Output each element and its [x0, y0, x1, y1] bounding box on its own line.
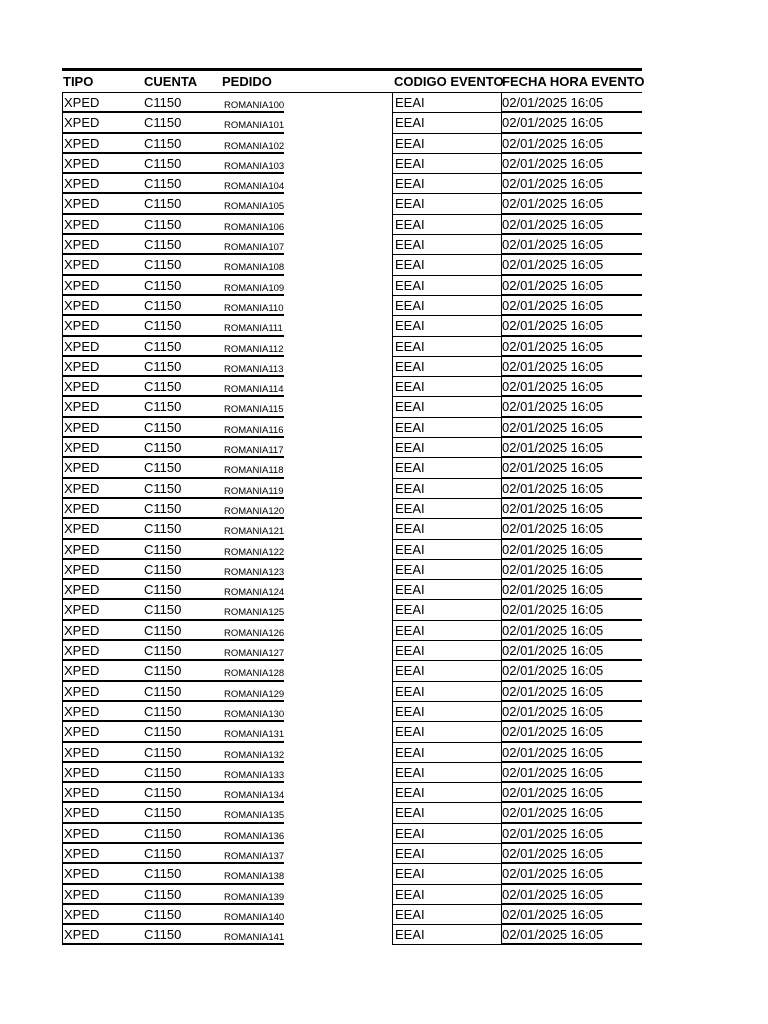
cell-tipo: XPED	[62, 296, 142, 316]
table-row	[62, 560, 642, 580]
cell-pedido: ROMANIA101	[224, 120, 285, 132]
cell-pedido: ROMANIA136	[224, 830, 285, 842]
cell-tipo: XPED	[62, 235, 142, 255]
cell-cuenta: C1150	[142, 600, 222, 620]
cell-fecha-hora-evento: 02/01/2025 16:05	[502, 600, 642, 620]
cell-cuenta: C1150	[142, 499, 222, 519]
cell-codigo-evento: EEAI	[392, 803, 502, 823]
cell-pedido: ROMANIA132	[224, 749, 285, 761]
cell-codigo-evento: EEAI	[392, 600, 502, 620]
cell-fecha-hora-evento: 02/01/2025 16:05	[502, 357, 642, 377]
cell-pedido: ROMANIA120	[224, 505, 285, 517]
cell-fecha-hora-evento: 02/01/2025 16:05	[502, 93, 642, 113]
cell-codigo-evento: EEAI	[392, 540, 502, 560]
cell-tipo: XPED	[62, 580, 142, 600]
cell-pedido: ROMANIA103	[224, 160, 285, 172]
cell-cuenta: C1150	[142, 113, 222, 133]
cell-tipo: XPED	[62, 519, 142, 539]
table-row	[62, 540, 642, 560]
header-fecha-hora-evento: FECHA HORA EVENTO	[502, 74, 645, 89]
cell-pedido: ROMANIA108	[224, 262, 285, 274]
cell-codigo-evento: EEAI	[392, 743, 502, 763]
cell-pedido: ROMANIA121	[224, 526, 285, 538]
cell-tipo: XPED	[62, 337, 142, 357]
table-row	[62, 174, 642, 194]
cell-pedido: ROMANIA116	[224, 424, 284, 436]
table-row	[62, 438, 642, 458]
cell-pedido: ROMANIA112	[224, 343, 284, 355]
cell-pedido: ROMANIA137	[224, 850, 285, 862]
cell-cuenta: C1150	[142, 682, 222, 702]
table-row	[62, 519, 642, 539]
cell-cuenta: C1150	[142, 580, 222, 600]
cell-pedido: ROMANIA115	[224, 404, 284, 416]
cell-tipo: XPED	[62, 438, 142, 458]
cell-pedido: ROMANIA123	[224, 566, 285, 578]
cell-pedido: ROMANIA122	[224, 546, 285, 558]
header-tipo: TIPO	[63, 74, 94, 89]
cell-pedido: ROMANIA107	[224, 242, 285, 254]
table-row	[62, 418, 642, 438]
cell-fecha-hora-evento: 02/01/2025 16:05	[502, 479, 642, 499]
table-row	[62, 925, 642, 945]
table-row	[62, 479, 642, 499]
cell-fecha-hora-evento: 02/01/2025 16:05	[502, 113, 642, 133]
cell-fecha-hora-evento: 02/01/2025 16:05	[502, 276, 642, 296]
cell-codigo-evento: EEAI	[392, 276, 502, 296]
table-row	[62, 377, 642, 397]
cell-cuenta: C1150	[142, 296, 222, 316]
cell-tipo: XPED	[62, 479, 142, 499]
cell-pedido: ROMANIA106	[224, 221, 285, 233]
cell-fecha-hora-evento: 02/01/2025 16:05	[502, 763, 642, 783]
cell-codigo-evento: EEAI	[392, 458, 502, 478]
cell-cuenta: C1150	[142, 702, 222, 722]
table-row	[62, 296, 642, 316]
cell-fecha-hora-evento: 02/01/2025 16:05	[502, 803, 642, 823]
cell-fecha-hora-evento: 02/01/2025 16:05	[502, 174, 642, 194]
cell-fecha-hora-evento: 02/01/2025 16:05	[502, 296, 642, 316]
cell-cuenta: C1150	[142, 905, 222, 925]
cell-cuenta: C1150	[142, 641, 222, 661]
cell-fecha-hora-evento: 02/01/2025 16:05	[502, 418, 642, 438]
cell-pedido: ROMANIA127	[224, 648, 285, 660]
cell-cuenta: C1150	[142, 560, 222, 580]
cell-cuenta: C1150	[142, 316, 222, 336]
cell-codigo-evento: EEAI	[392, 580, 502, 600]
table-row	[62, 113, 642, 133]
cell-cuenta: C1150	[142, 783, 222, 803]
cell-codigo-evento: EEAI	[392, 113, 502, 133]
cell-pedido: ROMANIA105	[224, 201, 285, 213]
table-row	[62, 397, 642, 417]
table-row	[62, 682, 642, 702]
cell-codigo-evento: EEAI	[392, 377, 502, 397]
cell-pedido: ROMANIA125	[224, 607, 285, 619]
cell-tipo: XPED	[62, 215, 142, 235]
cell-fecha-hora-evento: 02/01/2025 16:05	[502, 905, 642, 925]
cell-cuenta: C1150	[142, 824, 222, 844]
cell-fecha-hora-evento: 02/01/2025 16:05	[502, 134, 642, 154]
cell-tipo: XPED	[62, 682, 142, 702]
cell-cuenta: C1150	[142, 357, 222, 377]
cell-codigo-evento: EEAI	[392, 925, 502, 945]
cell-fecha-hora-evento: 02/01/2025 16:05	[502, 377, 642, 397]
cell-fecha-hora-evento: 02/01/2025 16:05	[502, 154, 642, 174]
table-row	[62, 722, 642, 742]
cell-tipo: XPED	[62, 316, 142, 336]
cell-pedido: ROMANIA110	[224, 302, 284, 314]
cell-codigo-evento: EEAI	[392, 93, 502, 113]
cell-tipo: XPED	[62, 763, 142, 783]
cell-fecha-hora-evento: 02/01/2025 16:05	[502, 885, 642, 905]
cell-fecha-hora-evento: 02/01/2025 16:05	[502, 621, 642, 641]
cell-fecha-hora-evento: 02/01/2025 16:05	[502, 682, 642, 702]
cell-cuenta: C1150	[142, 621, 222, 641]
cell-cuenta: C1150	[142, 844, 222, 864]
table-row	[62, 763, 642, 783]
cell-cuenta: C1150	[142, 885, 222, 905]
cell-tipo: XPED	[62, 783, 142, 803]
cell-codigo-evento: EEAI	[392, 641, 502, 661]
table-row	[62, 580, 642, 600]
cell-cuenta: C1150	[142, 661, 222, 681]
cell-pedido: ROMANIA104	[224, 181, 285, 193]
cell-tipo: XPED	[62, 255, 142, 275]
cell-codigo-evento: EEAI	[392, 722, 502, 742]
cell-fecha-hora-evento: 02/01/2025 16:05	[502, 519, 642, 539]
cell-fecha-hora-evento: 02/01/2025 16:05	[502, 397, 642, 417]
table-row	[62, 864, 642, 884]
cell-cuenta: C1150	[142, 743, 222, 763]
cell-cuenta: C1150	[142, 235, 222, 255]
table-row	[62, 194, 642, 214]
cell-fecha-hora-evento: 02/01/2025 16:05	[502, 661, 642, 681]
cell-codigo-evento: EEAI	[392, 174, 502, 194]
cell-fecha-hora-evento: 02/01/2025 16:05	[502, 743, 642, 763]
table-row	[62, 905, 642, 925]
cell-pedido: ROMANIA124	[224, 587, 285, 599]
cell-cuenta: C1150	[142, 763, 222, 783]
table-row	[62, 134, 642, 154]
cell-cuenta: C1150	[142, 93, 222, 113]
cell-codigo-evento: EEAI	[392, 905, 502, 925]
cell-pedido: ROMANIA139	[224, 891, 285, 903]
cell-pedido: ROMANIA119	[224, 485, 284, 497]
cell-tipo: XPED	[62, 702, 142, 722]
cell-tipo: XPED	[62, 194, 142, 214]
cell-pedido: ROMANIA141	[224, 932, 285, 944]
cell-fecha-hora-evento: 02/01/2025 16:05	[502, 722, 642, 742]
cell-fecha-hora-evento: 02/01/2025 16:05	[502, 316, 642, 336]
cell-tipo: XPED	[62, 540, 142, 560]
table-row	[62, 154, 642, 174]
cell-tipo: XPED	[62, 276, 142, 296]
cell-codigo-evento: EEAI	[392, 844, 502, 864]
cell-pedido: ROMANIA130	[224, 708, 285, 720]
cell-codigo-evento: EEAI	[392, 316, 502, 336]
cell-fecha-hora-evento: 02/01/2025 16:05	[502, 194, 642, 214]
cell-pedido: ROMANIA126	[224, 627, 285, 639]
cell-tipo: XPED	[62, 885, 142, 905]
cell-codigo-evento: EEAI	[392, 134, 502, 154]
cell-codigo-evento: EEAI	[392, 255, 502, 275]
table-row	[62, 803, 642, 823]
cell-tipo: XPED	[62, 134, 142, 154]
cell-tipo: XPED	[62, 458, 142, 478]
cell-codigo-evento: EEAI	[392, 661, 502, 681]
cell-cuenta: C1150	[142, 255, 222, 275]
cell-codigo-evento: EEAI	[392, 418, 502, 438]
cell-pedido: ROMANIA134	[224, 790, 285, 802]
cell-fecha-hora-evento: 02/01/2025 16:05	[502, 844, 642, 864]
cell-codigo-evento: EEAI	[392, 499, 502, 519]
cell-tipo: XPED	[62, 377, 142, 397]
cell-codigo-evento: EEAI	[392, 763, 502, 783]
cell-codigo-evento: EEAI	[392, 479, 502, 499]
cell-tipo: XPED	[62, 844, 142, 864]
cell-pedido: ROMANIA129	[224, 688, 285, 700]
table-row	[62, 255, 642, 275]
cell-pedido: ROMANIA128	[224, 668, 285, 680]
cell-codigo-evento: EEAI	[392, 438, 502, 458]
cell-codigo-evento: EEAI	[392, 154, 502, 174]
cell-fecha-hora-evento: 02/01/2025 16:05	[502, 824, 642, 844]
cell-cuenta: C1150	[142, 438, 222, 458]
cell-pedido: ROMANIA135	[224, 810, 285, 822]
cell-cuenta: C1150	[142, 276, 222, 296]
cell-fecha-hora-evento: 02/01/2025 16:05	[502, 337, 642, 357]
cell-codigo-evento: EEAI	[392, 702, 502, 722]
cell-tipo: XPED	[62, 174, 142, 194]
cell-fecha-hora-evento: 02/01/2025 16:05	[502, 458, 642, 478]
cell-cuenta: C1150	[142, 134, 222, 154]
cell-fecha-hora-evento: 02/01/2025 16:05	[502, 580, 642, 600]
cell-pedido: ROMANIA133	[224, 769, 285, 781]
table-row	[62, 600, 642, 620]
table-row	[62, 337, 642, 357]
cell-cuenta: C1150	[142, 722, 222, 742]
cell-fecha-hora-evento: 02/01/2025 16:05	[502, 255, 642, 275]
table-row	[62, 235, 642, 255]
cell-codigo-evento: EEAI	[392, 864, 502, 884]
cell-cuenta: C1150	[142, 337, 222, 357]
cell-pedido: ROMANIA138	[224, 871, 285, 883]
cell-codigo-evento: EEAI	[392, 519, 502, 539]
cell-pedido: ROMANIA100	[224, 100, 285, 111]
cell-tipo: XPED	[62, 722, 142, 742]
cell-cuenta: C1150	[142, 925, 222, 945]
header-pedido: PEDIDO	[222, 74, 272, 89]
table-row	[62, 844, 642, 864]
cell-tipo: XPED	[62, 113, 142, 133]
cell-fecha-hora-evento: 02/01/2025 16:05	[502, 215, 642, 235]
cell-pedido: ROMANIA117	[224, 445, 284, 457]
cell-fecha-hora-evento: 02/01/2025 16:05	[502, 540, 642, 560]
cell-tipo: XPED	[62, 803, 142, 823]
cell-tipo: XPED	[62, 743, 142, 763]
cell-pedido: ROMANIA113	[224, 363, 284, 375]
table-row	[62, 499, 642, 519]
cell-codigo-evento: EEAI	[392, 235, 502, 255]
header-cuenta: CUENTA	[144, 74, 198, 89]
table-row	[62, 458, 642, 478]
cell-fecha-hora-evento: 02/01/2025 16:05	[502, 702, 642, 722]
cell-cuenta: C1150	[142, 194, 222, 214]
header-row	[62, 71, 645, 93]
table-row	[62, 885, 642, 905]
cell-tipo: XPED	[62, 600, 142, 620]
table-row	[62, 215, 642, 235]
table-row	[62, 93, 642, 113]
table-row	[62, 783, 642, 803]
cell-pedido: ROMANIA114	[224, 384, 284, 396]
header-codigo-evento: CODIGO EVENTO	[394, 74, 504, 89]
cell-codigo-evento: EEAI	[392, 194, 502, 214]
cell-tipo: XPED	[62, 641, 142, 661]
cell-tipo: XPED	[62, 154, 142, 174]
table-row	[62, 357, 642, 377]
cell-pedido: ROMANIA118	[224, 465, 284, 477]
cell-fecha-hora-evento: 02/01/2025 16:05	[502, 864, 642, 884]
spreadsheet-table	[62, 68, 645, 945]
cell-cuenta: C1150	[142, 154, 222, 174]
table-row	[62, 276, 642, 296]
table-row	[62, 641, 642, 661]
cell-tipo: XPED	[62, 824, 142, 844]
cell-pedido: ROMANIA140	[224, 911, 285, 923]
cell-tipo: XPED	[62, 905, 142, 925]
cell-codigo-evento: EEAI	[392, 296, 502, 316]
cell-tipo: XPED	[62, 499, 142, 519]
cell-tipo: XPED	[62, 93, 142, 113]
cell-tipo: XPED	[62, 560, 142, 580]
cell-cuenta: C1150	[142, 540, 222, 560]
table-row	[62, 743, 642, 763]
table-body	[62, 93, 642, 945]
cell-cuenta: C1150	[142, 803, 222, 823]
cell-cuenta: C1150	[142, 397, 222, 417]
cell-fecha-hora-evento: 02/01/2025 16:05	[502, 560, 642, 580]
cell-fecha-hora-evento: 02/01/2025 16:05	[502, 925, 642, 945]
cell-codigo-evento: EEAI	[392, 682, 502, 702]
cell-codigo-evento: EEAI	[392, 337, 502, 357]
cell-fecha-hora-evento: 02/01/2025 16:05	[502, 783, 642, 803]
cell-fecha-hora-evento: 02/01/2025 16:05	[502, 499, 642, 519]
cell-pedido: ROMANIA111	[224, 323, 283, 335]
cell-fecha-hora-evento: 02/01/2025 16:05	[502, 235, 642, 255]
cell-cuenta: C1150	[142, 377, 222, 397]
cell-cuenta: C1150	[142, 458, 222, 478]
cell-cuenta: C1150	[142, 479, 222, 499]
pedido-underline	[222, 943, 284, 945]
cell-codigo-evento: EEAI	[392, 824, 502, 844]
cell-fecha-hora-evento: 02/01/2025 16:05	[502, 438, 642, 458]
table-row	[62, 824, 642, 844]
cell-tipo: XPED	[62, 661, 142, 681]
cell-tipo: XPED	[62, 397, 142, 417]
cell-cuenta: C1150	[142, 174, 222, 194]
cell-codigo-evento: EEAI	[392, 885, 502, 905]
cell-codigo-evento: EEAI	[392, 215, 502, 235]
cell-codigo-evento: EEAI	[392, 397, 502, 417]
cell-codigo-evento: EEAI	[392, 783, 502, 803]
cell-tipo: XPED	[62, 357, 142, 377]
cell-pedido: ROMANIA109	[224, 282, 285, 294]
cell-cuenta: C1150	[142, 215, 222, 235]
cell-codigo-evento: EEAI	[392, 560, 502, 580]
cell-fecha-hora-evento: 02/01/2025 16:05	[502, 641, 642, 661]
cell-pedido: ROMANIA131	[224, 729, 285, 741]
table-row	[62, 702, 642, 722]
cell-cuenta: C1150	[142, 519, 222, 539]
table-row	[62, 621, 642, 641]
cell-tipo: XPED	[62, 621, 142, 641]
table-row	[62, 661, 642, 681]
cell-tipo: XPED	[62, 925, 142, 945]
cell-pedido: ROMANIA102	[224, 140, 285, 152]
table-row	[62, 316, 642, 336]
cell-tipo: XPED	[62, 418, 142, 438]
cell-tipo: XPED	[62, 864, 142, 884]
cell-cuenta: C1150	[142, 864, 222, 884]
cell-cuenta: C1150	[142, 418, 222, 438]
cell-codigo-evento: EEAI	[392, 621, 502, 641]
cell-codigo-evento: EEAI	[392, 357, 502, 377]
